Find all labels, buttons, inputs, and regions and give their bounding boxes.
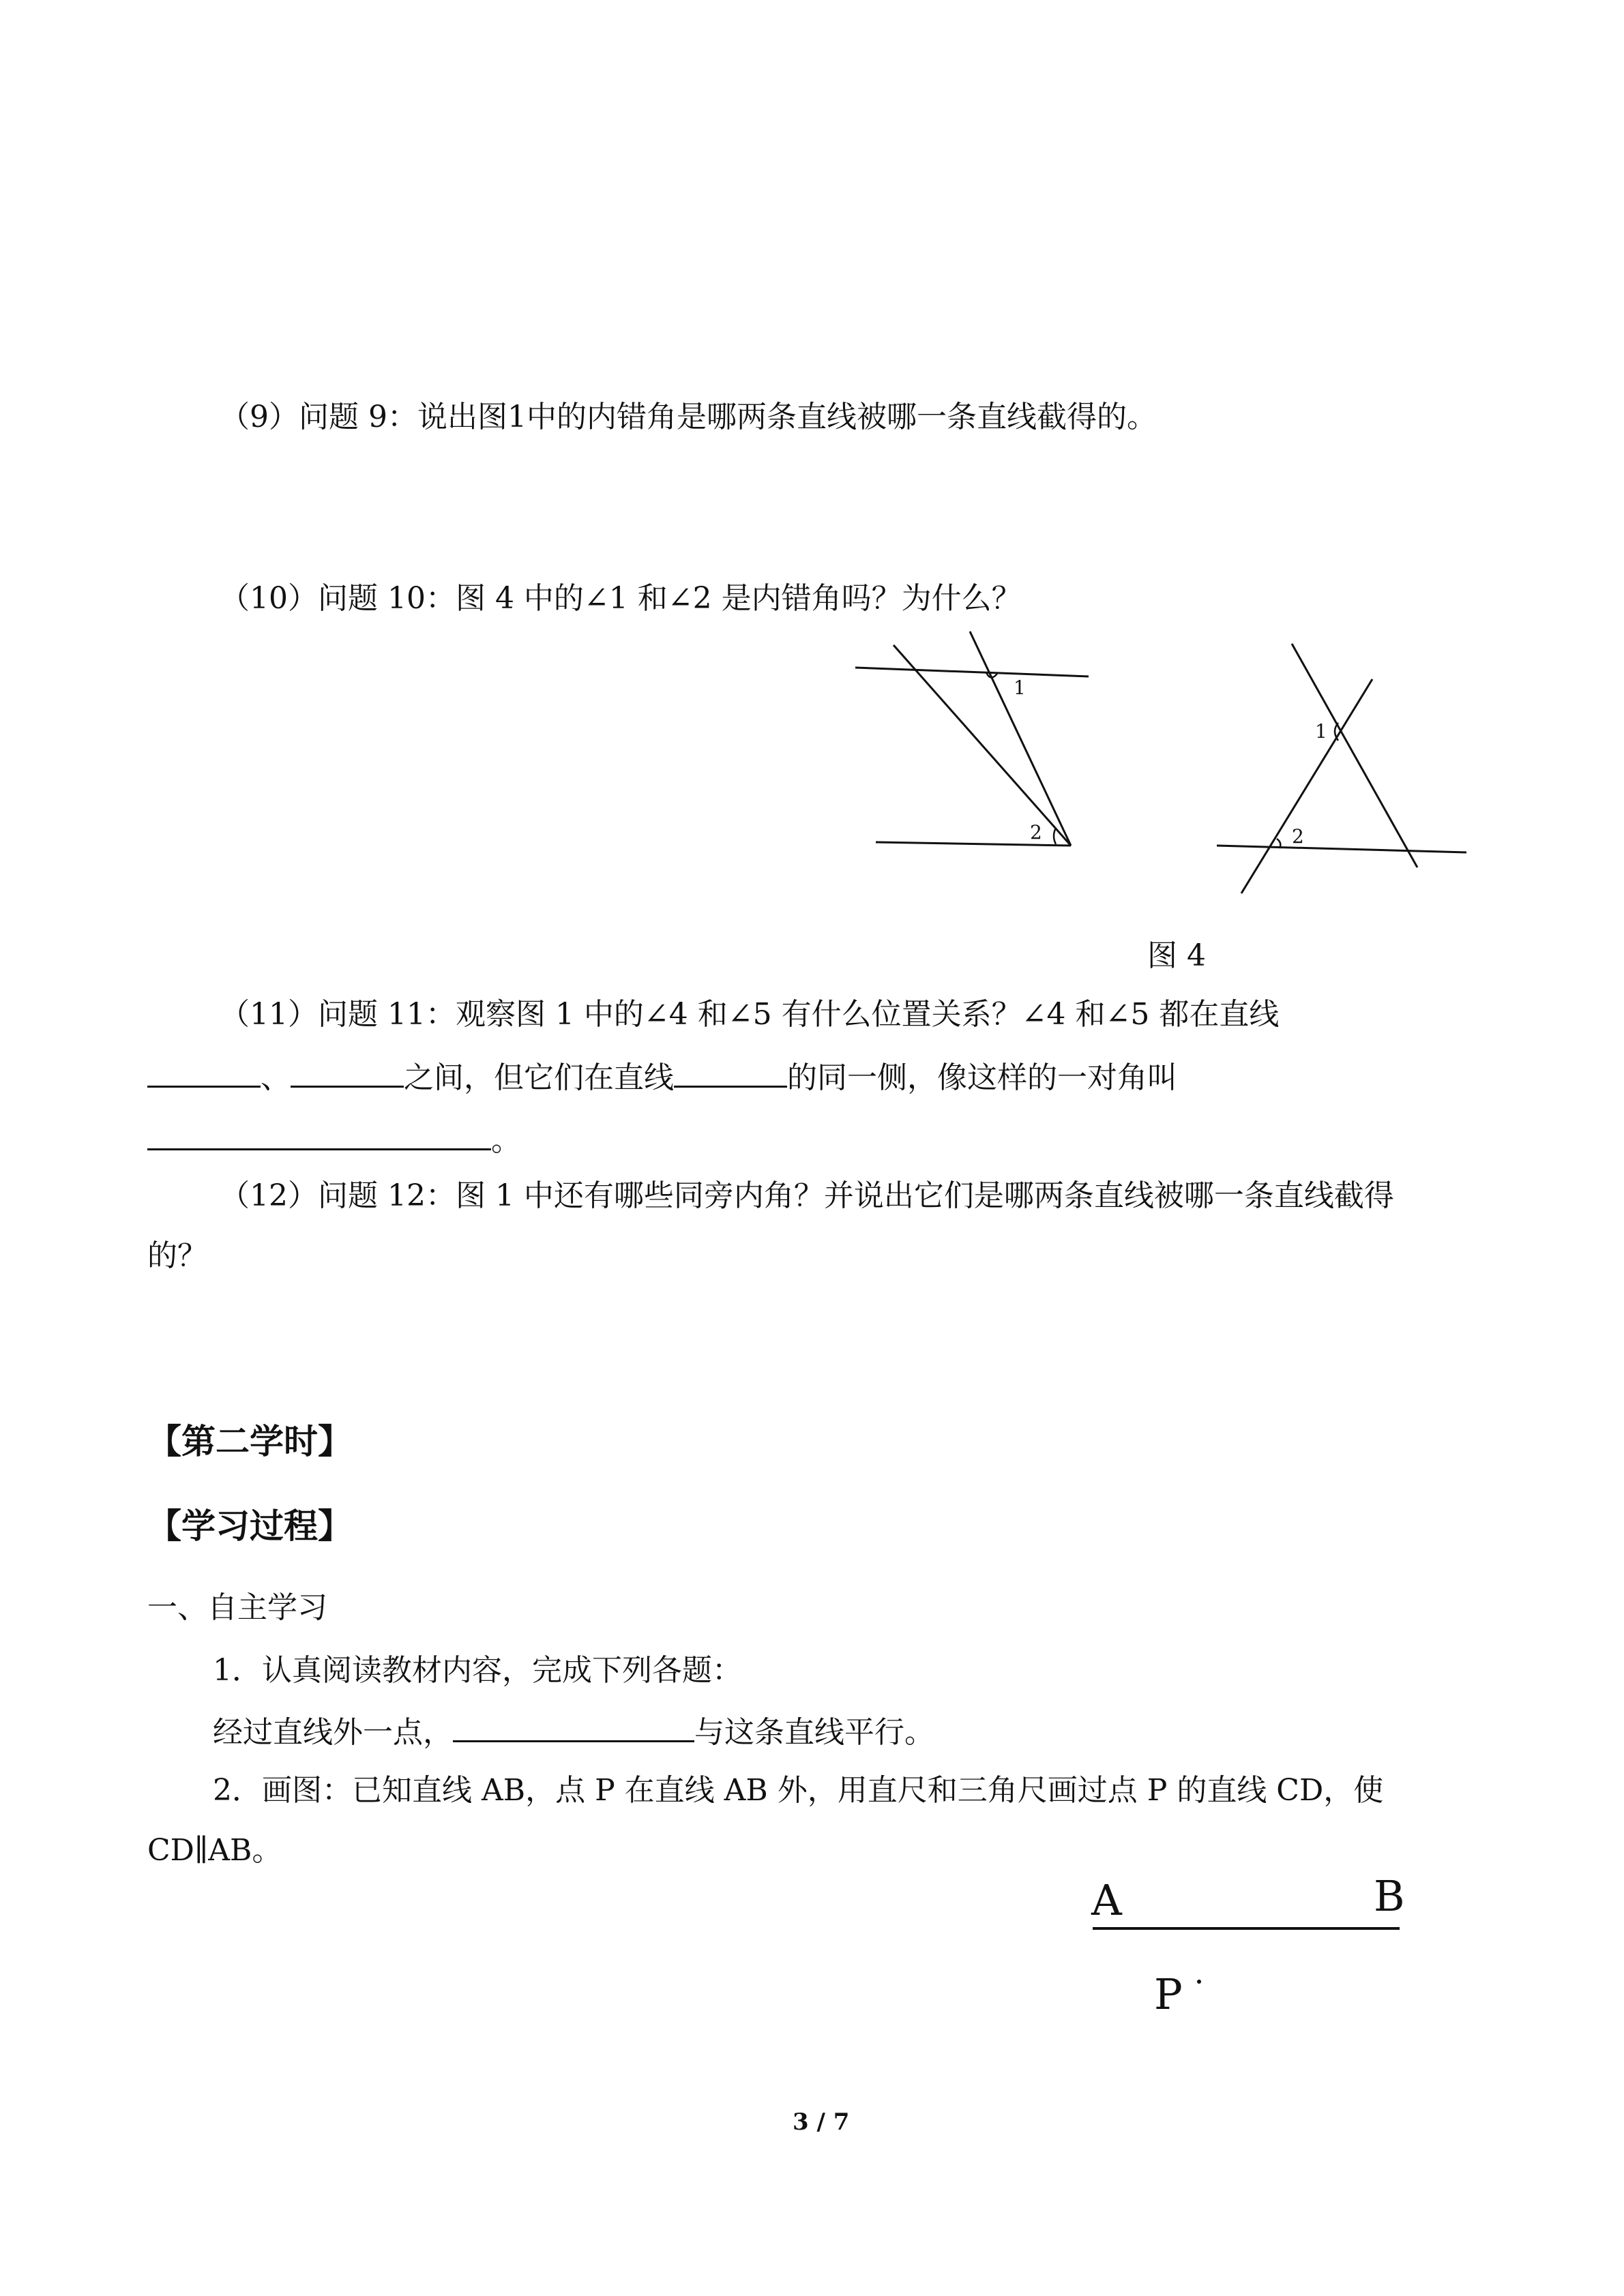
fig4-left-transversal-b — [970, 631, 1071, 846]
q11-text-between: 之间，但它们在直线 — [404, 1060, 674, 1095]
heading-lesson-2: 【第二学时】 — [147, 1422, 352, 1461]
label-a: A — [1091, 1875, 1122, 1925]
blank-line-a[interactable] — [147, 1056, 261, 1088]
item-1-fill — [213, 1710, 934, 1753]
page-number: 3 / 7 — [793, 2108, 850, 2136]
fig4-right-label-1: 1 — [1315, 720, 1327, 743]
figure-4-caption: 图 4 — [1147, 938, 1206, 973]
fig4-left-angle-2-arc — [1054, 828, 1056, 844]
item-1-instruction: 1．认真阅读教材内容，完成下列各题： — [213, 1653, 742, 1688]
fig4-left-label-2: 2 — [1030, 821, 1042, 844]
question-11-line-3 — [147, 1118, 521, 1161]
blank-angle-name[interactable] — [147, 1118, 491, 1150]
fig4-left-top-line — [855, 668, 1089, 676]
question-11-line-1: （11）问题 11：观察图 1 中的∠4 和∠5 有什么位置关系？∠4 和∠5 都在直线 — [220, 997, 1280, 1032]
item-1-fill-prefix: 经过直线外一点， — [213, 1715, 453, 1750]
item-2-line-1: 2．画图：已知直线 AB，点 P 在直线 AB 外，用直尺和三角尺画过点 P 的直线 CD，使 — [213, 1773, 1384, 1808]
question-12-line-1: （12）问题 12：图 1 中还有哪些同旁内角？并说出它们是哪两条直线被哪一条直线截得 — [220, 1178, 1394, 1213]
blank-line-b[interactable] — [291, 1056, 404, 1088]
question-12-line-2: 的？ — [147, 1238, 207, 1273]
fig4-right-transversal-a — [1241, 679, 1372, 893]
fig4-right-top-line — [1217, 846, 1466, 852]
heading-learning-process: 【学习过程】 — [147, 1506, 352, 1546]
item-2-line-2: CD∥AB。 — [147, 1833, 282, 1868]
section-self-study: 一、自主学习 — [147, 1590, 327, 1625]
q11-separator: 、 — [261, 1060, 291, 1095]
fig4-right-transversal-b — [1292, 644, 1417, 867]
fig4-right-label-2: 2 — [1292, 825, 1304, 848]
blank-parallel-answer[interactable] — [453, 1710, 694, 1742]
blank-line-c[interactable] — [674, 1056, 787, 1088]
label-p: P — [1154, 1969, 1183, 2019]
item-1-fill-suffix: 与这条直线平行。 — [694, 1715, 934, 1750]
label-b: B — [1374, 1871, 1405, 1921]
fig4-left-label-1: 1 — [1014, 676, 1026, 699]
question-9: （9）问题 9：说出图1中的内错角是哪两条直线被哪一条直线截得的。 — [220, 400, 1157, 434]
point-p-dot — [1197, 1980, 1201, 1984]
question-11-line-2 — [147, 1056, 1177, 1099]
q11-end: 。 — [491, 1123, 521, 1158]
figure-4-diagram — [839, 614, 1494, 900]
question-10: （10）问题 10：图 4 中的∠1 和∠2 是内错角吗？为什么？ — [220, 581, 1022, 616]
figure-line-ab-point-p — [1078, 1855, 1432, 2032]
q11-text-side: 的同一侧，像这样的一对角叫 — [787, 1060, 1177, 1095]
